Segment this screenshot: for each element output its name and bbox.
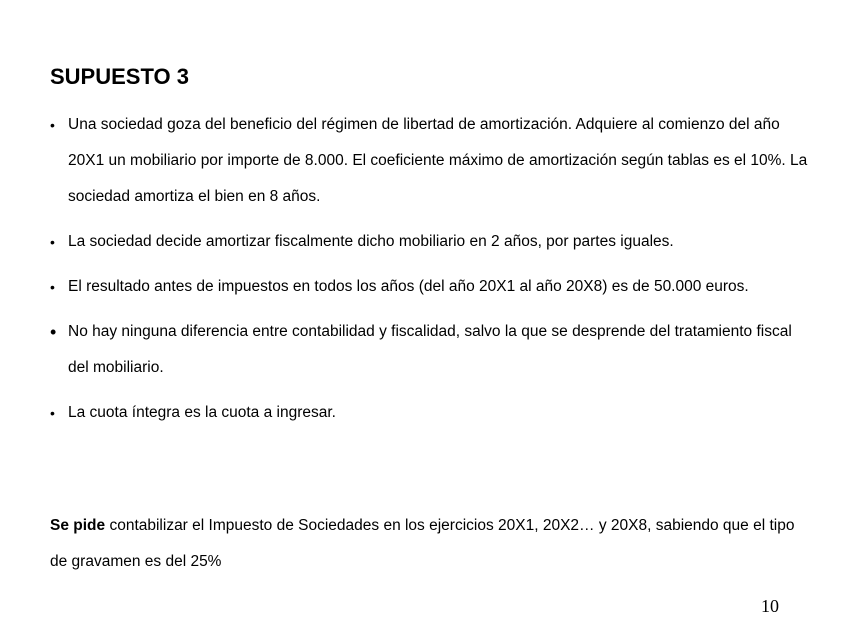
bullet-text: El resultado antes de impuestos en todos los años (del año 20X1 al año 20X8) es de 50.000 euros. bbox=[68, 278, 749, 295]
bullet-item-4 bbox=[50, 314, 810, 386]
task-request-label: Se pide bbox=[50, 517, 106, 534]
bullet-text: No hay ninguna diferencia entre contabilidad y fiscalidad, salvo la que se desprende del tratamiento fiscal del mobiliario. bbox=[68, 323, 792, 376]
bullet-list bbox=[50, 107, 810, 440]
bullet-item-5 bbox=[50, 395, 810, 431]
bullet-icon: • bbox=[50, 117, 55, 133]
page-number: 10 bbox=[761, 596, 779, 616]
bullet-icon: • bbox=[50, 405, 55, 421]
task-request bbox=[50, 508, 810, 580]
bullet-item-2 bbox=[50, 224, 810, 260]
bullet-icon: • bbox=[50, 234, 55, 250]
bullet-icon: • bbox=[50, 322, 57, 342]
bullet-text: La sociedad decide amortizar fiscalmente dicho mobiliario en 2 años, por partes iguales. bbox=[68, 233, 674, 250]
bullet-text: La cuota íntegra es la cuota a ingresar. bbox=[68, 404, 336, 421]
bullet-item-3 bbox=[50, 269, 810, 305]
bullet-text: Una sociedad goza del beneficio del régimen de libertad de amortización. Adquiere al comienzo del año 20X1 un mobiliario por importe de 8.000. El coeficiente máximo de amortización según tablas es el 10%. La sociedad amortiza el bien en 8 años. bbox=[68, 116, 808, 205]
bullet-icon: • bbox=[50, 279, 55, 295]
task-request-text: contabilizar el Impuesto de Sociedades en los ejercicios 20X1, 20X2… y 20X8, sabiendo que el tipo de gravamen es del 25% bbox=[50, 517, 795, 570]
slide-title: SUPUESTO 3 bbox=[50, 64, 189, 89]
bullet-item-1 bbox=[50, 107, 810, 215]
